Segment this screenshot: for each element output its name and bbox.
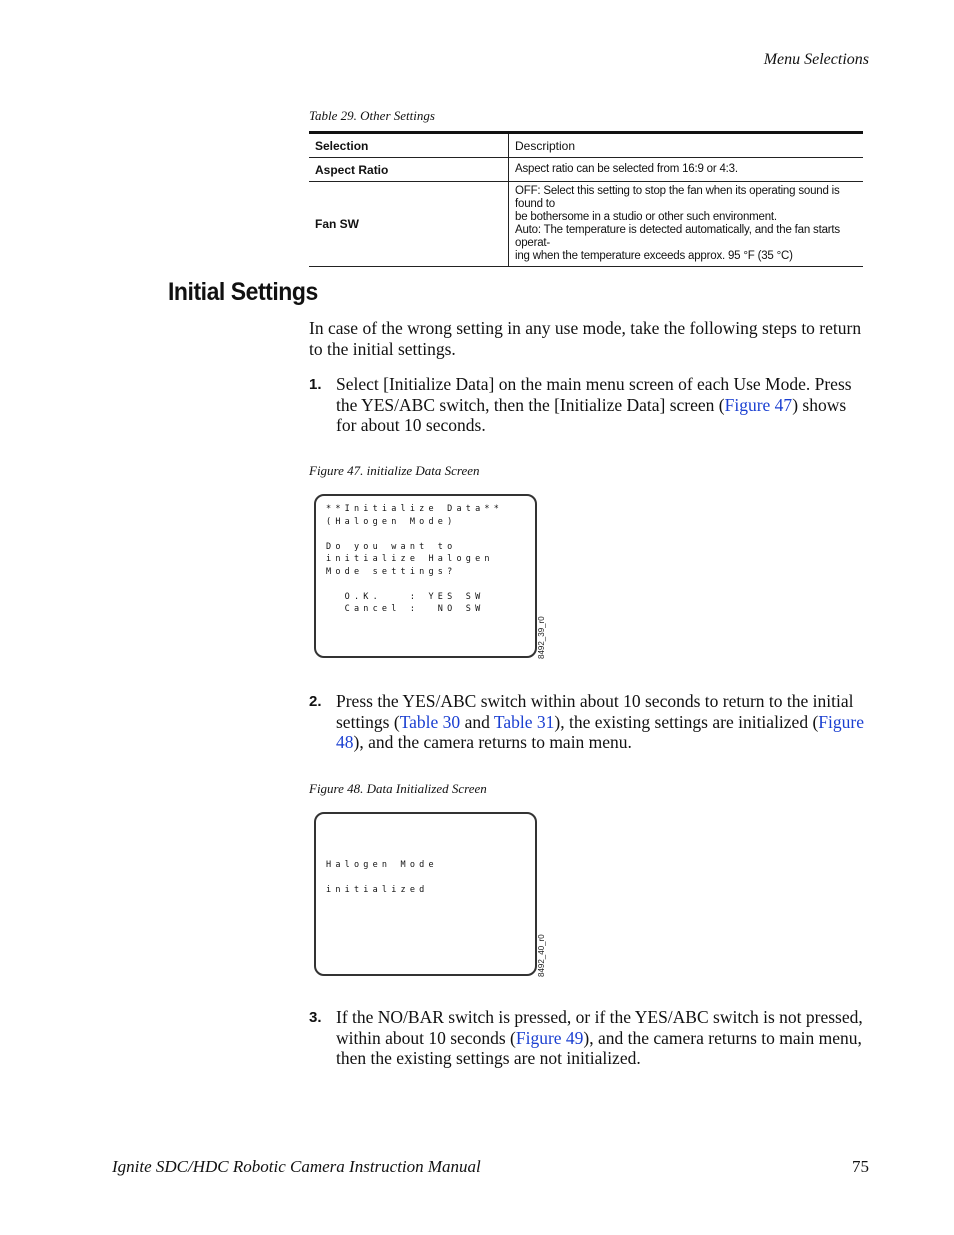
description-line: be bothersome in a studio or other such environment.: [515, 211, 777, 223]
table-cell-selection: Aspect Ratio: [309, 158, 509, 182]
column-header-selection: Selection: [309, 133, 509, 158]
running-header: Menu Selections: [763, 51, 869, 68]
step-text-segment: ), and the camera returns to main menu, then the existing settings are not initialized.: [336, 1027, 862, 1068]
table-row: [309, 158, 863, 182]
screen-line: Halogen Mode: [326, 860, 438, 870]
other-settings-table: [309, 131, 863, 267]
table-row: [309, 182, 863, 267]
step-number: 1.: [309, 376, 322, 393]
data-initialized-screen: [314, 812, 537, 976]
figure-id-label: 8492_40_r0: [537, 934, 546, 977]
initialize-data-screen: [314, 494, 537, 658]
table-30-link[interactable]: Table 30: [399, 711, 461, 732]
step-text-segment: ), and the camera returns to main menu.: [353, 732, 632, 752]
description-line: OFF: Select this setting to stop the fan when its operating sound is found to: [515, 185, 840, 210]
step-text-segment: ) shows for about 10 seconds.: [336, 394, 847, 435]
step-text-segment: Press the YES/ABC switch within about 10 seconds to return to the initial settings (: [336, 691, 854, 732]
figure-48-link[interactable]: Figure 48: [336, 711, 864, 752]
section-heading: Initial Settings: [168, 278, 318, 306]
step-text: [336, 374, 870, 436]
description-line: Auto: The temperature is detected automatically, and the fan starts operat-: [515, 224, 840, 249]
step-text: [336, 1007, 870, 1069]
step-number: 3.: [309, 1009, 322, 1026]
step-text-segment: ), the existing settings are initialized (: [554, 711, 819, 732]
table-cell-description: [509, 158, 864, 182]
figure-47-link[interactable]: Figure 47: [724, 394, 793, 415]
figure-id-label: 8492_39_r0: [537, 616, 546, 659]
screen-line: O.K. : YES SW: [326, 592, 485, 602]
table-31-link[interactable]: Table 31: [493, 711, 555, 732]
screen-line: initialized: [326, 885, 429, 895]
step-text-segment: and: [460, 711, 494, 732]
table-cell-selection: Fan SW: [309, 182, 509, 267]
table-caption: Table 29. Other Settings: [309, 108, 435, 123]
description-line: Aspect ratio can be selected from 16:9 or 4:3.: [515, 163, 738, 175]
screen-line: Cancel : NO SW: [326, 604, 485, 614]
table-cell-description: [509, 182, 864, 267]
screen-line: Do you want to: [326, 542, 457, 552]
column-header-description: Description: [509, 133, 864, 158]
table-header-row: [309, 133, 863, 158]
screen-line: **Initialize Data**: [326, 504, 504, 514]
step-text-segment: If the NO/BAR switch is pressed, or if the YES/ABC switch is not pressed, within about 10 seconds (: [336, 1007, 863, 1048]
footer-manual-title: Ignite SDC/HDC Robotic Camera Instruction Manual: [112, 1157, 481, 1176]
figure-49-link[interactable]: Figure 49: [515, 1027, 584, 1048]
screen-line: Mode settings?: [326, 567, 457, 577]
description-line: ing when the temperature exceeds approx. 95 °F (35 °C): [515, 250, 793, 262]
step-text: [336, 691, 870, 753]
intro-paragraph: In case of the wrong setting in any use mode, take the following steps to return to the initial settings.: [309, 318, 862, 359]
screen-line: initialize Halogen: [326, 554, 494, 564]
page-number: 75: [852, 1157, 869, 1176]
step-text-segment: Select [Initialize Data] on the main menu screen of each Use Mode. Press the YES/ABC switch, then the [Initialize Data] screen (: [336, 374, 852, 415]
step-number: 2.: [309, 693, 322, 710]
figure-caption: Figure 47. initialize Data Screen: [309, 463, 480, 478]
screen-line: (Halogen Mode): [326, 517, 457, 527]
figure-caption: Figure 48. Data Initialized Screen: [309, 781, 487, 796]
